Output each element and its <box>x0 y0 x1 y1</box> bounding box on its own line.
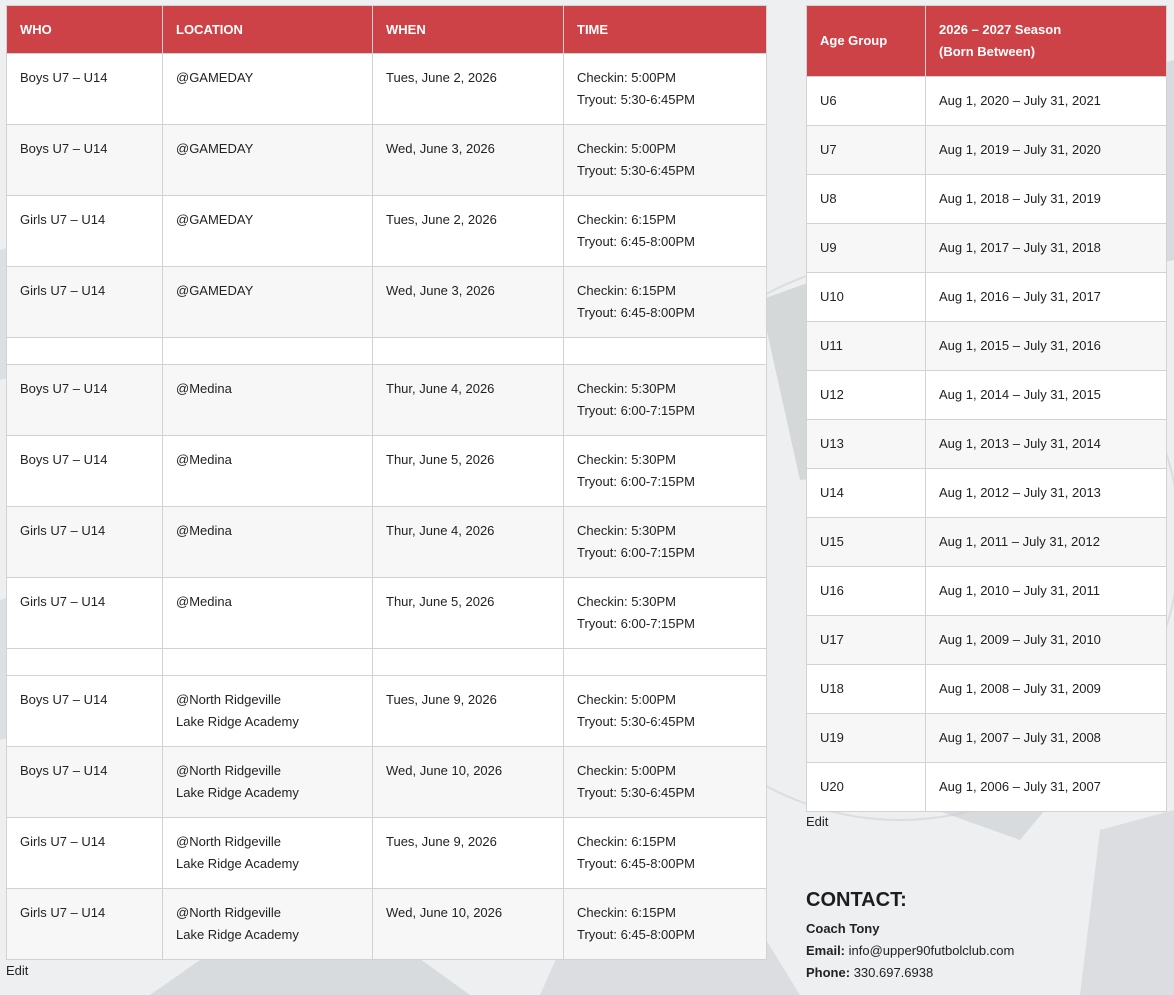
schedule-spacer-row <box>7 338 767 365</box>
cell-group: U11 <box>807 322 926 371</box>
cell-when <box>373 578 564 649</box>
cell-who <box>7 507 163 578</box>
cell-who <box>7 125 163 196</box>
cell-when <box>373 125 564 196</box>
table-row <box>807 224 1167 273</box>
cell-who-who: Girls U7 – U14 <box>20 905 106 920</box>
cell-range: Aug 1, 2019 – July 31, 2020 <box>926 126 1167 175</box>
age-group-table <box>806 5 1167 812</box>
cell-location-loc: @Medina <box>176 381 232 396</box>
ages-edit-link[interactable]: Edit <box>806 814 829 829</box>
cell-when <box>373 196 564 267</box>
table-row <box>807 175 1167 224</box>
cell-time-checkin: Checkin: 6:15PM <box>577 834 676 849</box>
cell-time-checkin: Checkin: 5:00PM <box>577 141 676 156</box>
contact-phone-line <box>806 962 1166 984</box>
table-row <box>807 763 1167 812</box>
cell-who <box>7 54 163 125</box>
cell-time-checkin: Checkin: 5:30PM <box>577 523 676 538</box>
table-row <box>7 436 767 507</box>
cell-range: Aug 1, 2014 – July 31, 2015 <box>926 371 1167 420</box>
table-row <box>7 747 767 818</box>
cell-range: Aug 1, 2008 – July 31, 2009 <box>926 665 1167 714</box>
cell-who-who: Girls U7 – U14 <box>20 834 106 849</box>
cell-time <box>564 747 767 818</box>
cell-location-loc: @North Ridgeville <box>176 905 281 920</box>
cell-group: U10 <box>807 273 926 322</box>
cell-time <box>564 54 767 125</box>
cell-when-when: Wed, June 3, 2026 <box>386 283 495 298</box>
schedule-spacer-row <box>7 649 767 676</box>
cell-time <box>564 125 767 196</box>
cell-time-checkin: Checkin: 5:00PM <box>577 763 676 778</box>
cell-group: U7 <box>807 126 926 175</box>
schedule-header-row <box>7 6 767 54</box>
schedule-edit-link[interactable]: Edit <box>6 963 29 978</box>
cell-range: Aug 1, 2016 – July 31, 2017 <box>926 273 1167 322</box>
cell-time <box>564 676 767 747</box>
cell-time-tryout: Tryout: 6:45-8:00PM <box>577 234 696 249</box>
cell-who <box>7 365 163 436</box>
cell-location-loc: @Medina <box>176 594 232 609</box>
contact-email[interactable]: info@upper90futbolclub.com <box>848 943 1015 958</box>
cell-group: U9 <box>807 224 926 273</box>
cell-range: Aug 1, 2020 – July 31, 2021 <box>926 77 1167 126</box>
cell-when-when: Tues, June 2, 2026 <box>386 212 497 227</box>
cell-when-when: Tues, June 2, 2026 <box>386 70 497 85</box>
header-time: TIME <box>564 6 767 54</box>
table-row <box>807 126 1167 175</box>
cell-location-loc: @GAMEDAY <box>176 283 254 298</box>
cell-who <box>7 889 163 960</box>
table-row <box>807 616 1167 665</box>
cell-when <box>373 889 564 960</box>
contact-title: CONTACT: <box>806 889 907 911</box>
cell-time-tryout: Tryout: 6:00-7:15PM <box>577 474 696 489</box>
cell-when-when: Thur, June 5, 2026 <box>386 452 495 467</box>
cell-group: U13 <box>807 420 926 469</box>
cell-location <box>163 436 373 507</box>
header-season <box>926 6 1167 77</box>
cell-group: U18 <box>807 665 926 714</box>
table-row <box>807 714 1167 763</box>
table-row <box>807 77 1167 126</box>
table-row <box>807 273 1167 322</box>
cell-range: Aug 1, 2017 – July 31, 2018 <box>926 224 1167 273</box>
spacer-cell <box>7 338 163 365</box>
spacer-cell <box>373 649 564 676</box>
header-when: WHEN <box>373 6 564 54</box>
table-row <box>7 889 767 960</box>
cell-who-who: Boys U7 – U14 <box>20 141 108 156</box>
spacer-cell <box>163 649 373 676</box>
cell-group: U17 <box>807 616 926 665</box>
cell-who-who: Boys U7 – U14 <box>20 763 108 778</box>
cell-location <box>163 507 373 578</box>
cell-group: U12 <box>807 371 926 420</box>
header-season-line2: (Born Between) <box>939 44 1036 59</box>
cell-who-who: Boys U7 – U14 <box>20 381 108 396</box>
cell-who-who: Boys U7 – U14 <box>20 692 108 707</box>
cell-who <box>7 818 163 889</box>
cell-time <box>564 818 767 889</box>
cell-group: U6 <box>807 77 926 126</box>
cell-time <box>564 507 767 578</box>
cell-time <box>564 578 767 649</box>
schedule-body <box>7 54 767 960</box>
spacer-cell <box>564 338 767 365</box>
cell-time <box>564 365 767 436</box>
cell-location-loc: @North Ridgeville <box>176 692 281 707</box>
tryout-schedule-table <box>6 5 767 960</box>
cell-time <box>564 889 767 960</box>
cell-group: U15 <box>807 518 926 567</box>
table-row <box>807 469 1167 518</box>
table-row <box>807 567 1167 616</box>
cell-group: U16 <box>807 567 926 616</box>
cell-time-tryout: Tryout: 6:45-8:00PM <box>577 856 696 871</box>
cell-when <box>373 507 564 578</box>
cell-time-checkin: Checkin: 6:15PM <box>577 283 676 298</box>
header-season-line1: 2026 – 2027 Season <box>939 22 1062 37</box>
cell-time-checkin: Checkin: 6:15PM <box>577 905 676 920</box>
contact-email-label: Email: <box>806 943 846 958</box>
cell-time-tryout: Tryout: 6:00-7:15PM <box>577 545 696 560</box>
cell-time <box>564 196 767 267</box>
cell-time-tryout: Tryout: 6:00-7:15PM <box>577 616 696 631</box>
cell-location-loc: Lake Ridge Academy <box>176 856 299 871</box>
cell-range: Aug 1, 2007 – July 31, 2008 <box>926 714 1167 763</box>
cell-who <box>7 196 163 267</box>
table-row <box>807 371 1167 420</box>
cell-location-loc: @North Ridgeville <box>176 763 281 778</box>
cell-time-checkin: Checkin: 5:00PM <box>577 70 676 85</box>
spacer-cell <box>564 649 767 676</box>
cell-who-who: Boys U7 – U14 <box>20 70 108 85</box>
cell-time-checkin: Checkin: 5:30PM <box>577 381 676 396</box>
cell-when-when: Wed, June 10, 2026 <box>386 905 503 920</box>
cell-when-when: Tues, June 9, 2026 <box>386 834 497 849</box>
table-row <box>7 267 767 338</box>
cell-range: Aug 1, 2006 – July 31, 2007 <box>926 763 1167 812</box>
spacer-cell <box>7 649 163 676</box>
cell-time-checkin: Checkin: 6:15PM <box>577 212 676 227</box>
cell-when <box>373 818 564 889</box>
contact-name-line <box>806 918 1166 940</box>
cell-time-checkin: Checkin: 5:30PM <box>577 452 676 467</box>
header-who: WHO <box>7 6 163 54</box>
cell-time <box>564 436 767 507</box>
cell-when <box>373 267 564 338</box>
contact-email-line <box>806 940 1166 962</box>
cell-location-loc: Lake Ridge Academy <box>176 927 299 942</box>
cell-when-when: Tues, June 9, 2026 <box>386 692 497 707</box>
cell-group: U19 <box>807 714 926 763</box>
cell-time-tryout: Tryout: 5:30-6:45PM <box>577 163 696 178</box>
cell-location-loc: @North Ridgeville <box>176 834 281 849</box>
cell-who <box>7 267 163 338</box>
table-row <box>807 420 1167 469</box>
cell-location-loc: Lake Ridge Academy <box>176 785 299 800</box>
cell-time <box>564 267 767 338</box>
cell-range: Aug 1, 2010 – July 31, 2011 <box>926 567 1167 616</box>
cell-time-checkin: Checkin: 5:00PM <box>577 692 676 707</box>
cell-time-tryout: Tryout: 5:30-6:45PM <box>577 785 696 800</box>
cell-range: Aug 1, 2009 – July 31, 2010 <box>926 616 1167 665</box>
cell-who-who: Girls U7 – U14 <box>20 212 106 227</box>
cell-who-who: Girls U7 – U14 <box>20 594 106 609</box>
cell-time-tryout: Tryout: 6:45-8:00PM <box>577 305 696 320</box>
cell-who <box>7 578 163 649</box>
cell-when <box>373 365 564 436</box>
contact-name: Coach Tony <box>806 921 880 936</box>
contact-phone: 330.697.6938 <box>853 965 934 980</box>
cell-group: U8 <box>807 175 926 224</box>
cell-when-when: Thur, June 4, 2026 <box>386 381 495 396</box>
cell-who-who: Boys U7 – U14 <box>20 452 108 467</box>
cell-who-who: Girls U7 – U14 <box>20 283 106 298</box>
table-row <box>7 365 767 436</box>
cell-time-tryout: Tryout: 5:30-6:45PM <box>577 714 696 729</box>
cell-location <box>163 365 373 436</box>
cell-when-when: Thur, June 5, 2026 <box>386 594 495 609</box>
cell-range: Aug 1, 2018 – July 31, 2019 <box>926 175 1167 224</box>
contact-section <box>806 888 1166 984</box>
table-row <box>7 578 767 649</box>
cell-who <box>7 436 163 507</box>
cell-when <box>373 54 564 125</box>
cell-location <box>163 747 373 818</box>
ages-header-row <box>807 6 1167 77</box>
cell-location-loc: @Medina <box>176 523 232 538</box>
cell-location <box>163 196 373 267</box>
spacer-cell <box>373 338 564 365</box>
cell-location-loc: @GAMEDAY <box>176 212 254 227</box>
cell-when-when: Wed, June 10, 2026 <box>386 763 503 778</box>
cell-when <box>373 747 564 818</box>
cell-range: Aug 1, 2011 – July 31, 2012 <box>926 518 1167 567</box>
spacer-cell <box>163 338 373 365</box>
cell-range: Aug 1, 2013 – July 31, 2014 <box>926 420 1167 469</box>
table-row <box>7 818 767 889</box>
cell-location <box>163 818 373 889</box>
header-age-group: Age Group <box>807 6 926 77</box>
table-row <box>807 665 1167 714</box>
cell-time-checkin: Checkin: 5:30PM <box>577 594 676 609</box>
cell-range: Aug 1, 2012 – July 31, 2013 <box>926 469 1167 518</box>
cell-group: U20 <box>807 763 926 812</box>
table-row <box>7 196 767 267</box>
cell-when-when: Wed, June 3, 2026 <box>386 141 495 156</box>
header-location: LOCATION <box>163 6 373 54</box>
table-row <box>7 507 767 578</box>
cell-time-tryout: Tryout: 5:30-6:45PM <box>577 92 696 107</box>
table-row <box>7 54 767 125</box>
cell-location-loc: Lake Ridge Academy <box>176 714 299 729</box>
cell-location <box>163 267 373 338</box>
cell-location-loc: @Medina <box>176 452 232 467</box>
cell-who-who: Girls U7 – U14 <box>20 523 106 538</box>
contact-phone-label: Phone: <box>806 965 851 980</box>
cell-time-tryout: Tryout: 6:45-8:00PM <box>577 927 696 942</box>
cell-range: Aug 1, 2015 – July 31, 2016 <box>926 322 1167 371</box>
cell-time-tryout: Tryout: 6:00-7:15PM <box>577 403 696 418</box>
cell-location-loc: @GAMEDAY <box>176 70 254 85</box>
table-row <box>807 518 1167 567</box>
cell-who <box>7 676 163 747</box>
cell-when <box>373 436 564 507</box>
cell-group: U14 <box>807 469 926 518</box>
cell-location <box>163 578 373 649</box>
cell-who <box>7 747 163 818</box>
cell-location <box>163 889 373 960</box>
table-row <box>7 676 767 747</box>
cell-location <box>163 676 373 747</box>
cell-location-loc: @GAMEDAY <box>176 141 254 156</box>
cell-location <box>163 54 373 125</box>
cell-when <box>373 676 564 747</box>
cell-when-when: Thur, June 4, 2026 <box>386 523 495 538</box>
cell-location <box>163 125 373 196</box>
table-row <box>807 322 1167 371</box>
table-row <box>7 125 767 196</box>
ages-body <box>807 77 1167 812</box>
